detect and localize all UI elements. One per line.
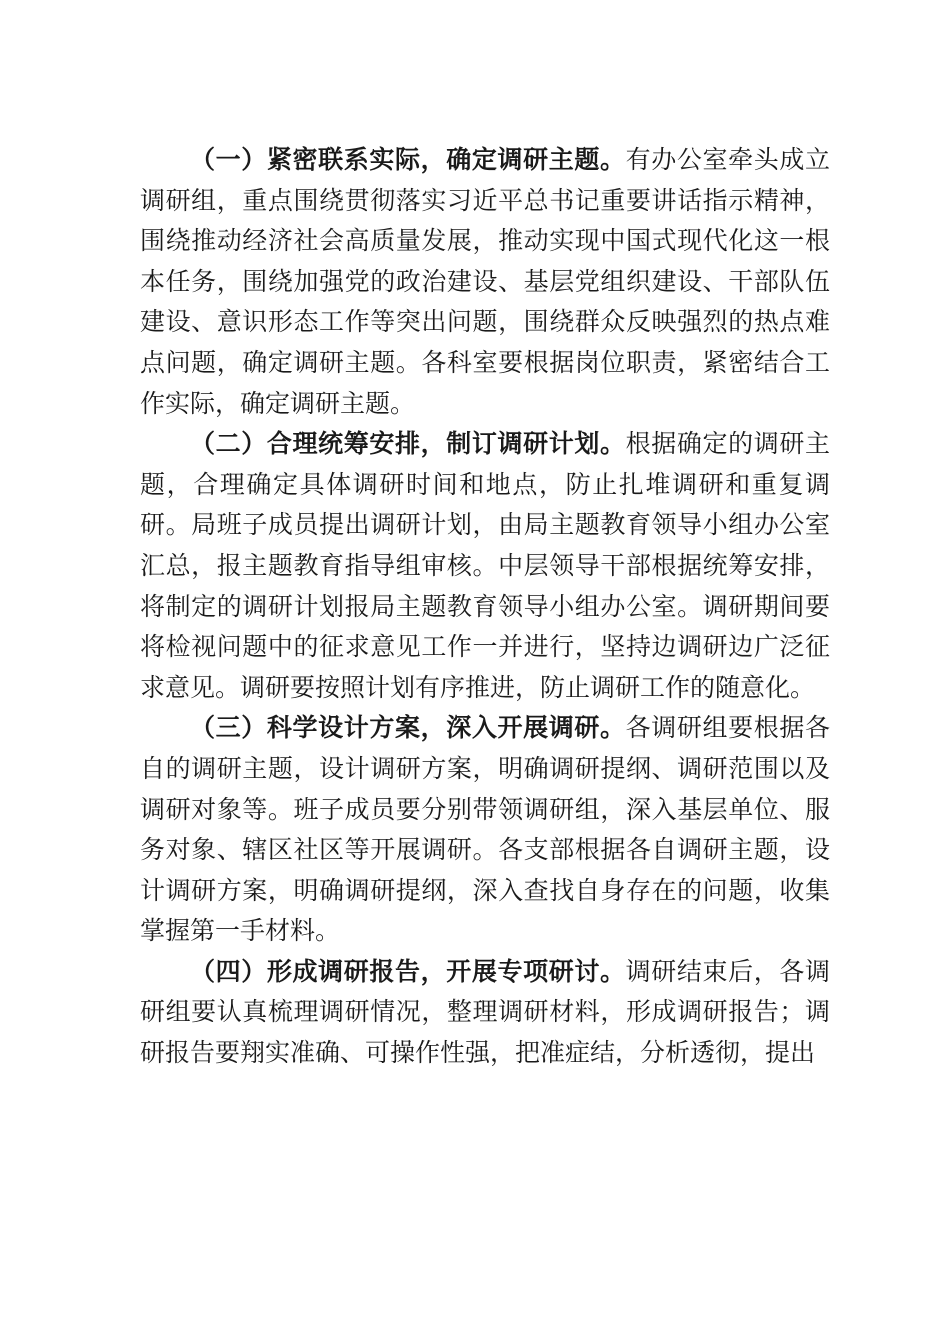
paragraph-2 [140, 424, 830, 708]
paragraph-1-heading: （一）紧密联系实际，确定调研主题。 [190, 145, 626, 174]
paragraph-4-body: 调研结束后，各调研组要认真梳理调研情况，整理调研材料，形成调研报告；调研报告要翔实准确、可操作性强，把准症结，分析透彻，提出 [140, 956, 830, 1068]
document-page [140, 140, 830, 1074]
paragraph-1 [140, 140, 830, 424]
paragraph-4-heading: （四）形成调研报告，开展专项研讨。 [190, 956, 626, 986]
paragraph-1-body: 有办公室牵头成立调研组，重点围绕贯彻落实习近平总书记重要讲话指示精神，围绕推动经济社会高质量发展，推动实现中国式现代化这一根本任务，围绕加强党的政治建设、基层党组织建设、干部队伍建设、意识形态工作等突出问题，围绕群众反映强烈的热点难点问题，确定调研主题。各科室要根据岗位职责，紧密结合工作实际，确定调研主题。 [140, 145, 830, 418]
paragraph-3-body: 各调研组要根据各自的调研主题，设计调研方案，明确调研提纲、调研范围以及调研对象等。班子成员要分别带领调研组，深入基层单位、服务对象、辖区社区等开展调研。各支部根据各自调研主题，设计调研方案，明确调研提纲，深入查找自身存在的问题，收集掌握第一手材料。 [140, 713, 830, 946]
paragraph-2-heading: （二）合理统筹安排，制订调研计划。 [190, 429, 626, 459]
paragraph-3-heading: （三）科学设计方案，深入开展调研。 [190, 713, 626, 743]
paragraph-3 [140, 708, 830, 952]
paragraph-4 [140, 952, 830, 1074]
paragraph-2-body: 根据确定的调研主题，合理确定具体调研时间和地点，防止扎堆调研和重复调研。局班子成员提出调研计划，由局主题教育领导小组办公室汇总，报主题教育指导组审核。中层领导干部根据统筹安排，将制定的调研计划报局主题教育领导小组办公室。调研期间要将检视问题中的征求意见工作一并进行，坚持边调研边广泛征求意见。调研要按照计划有序推进，防止调研工作的随意化。 [140, 429, 830, 702]
